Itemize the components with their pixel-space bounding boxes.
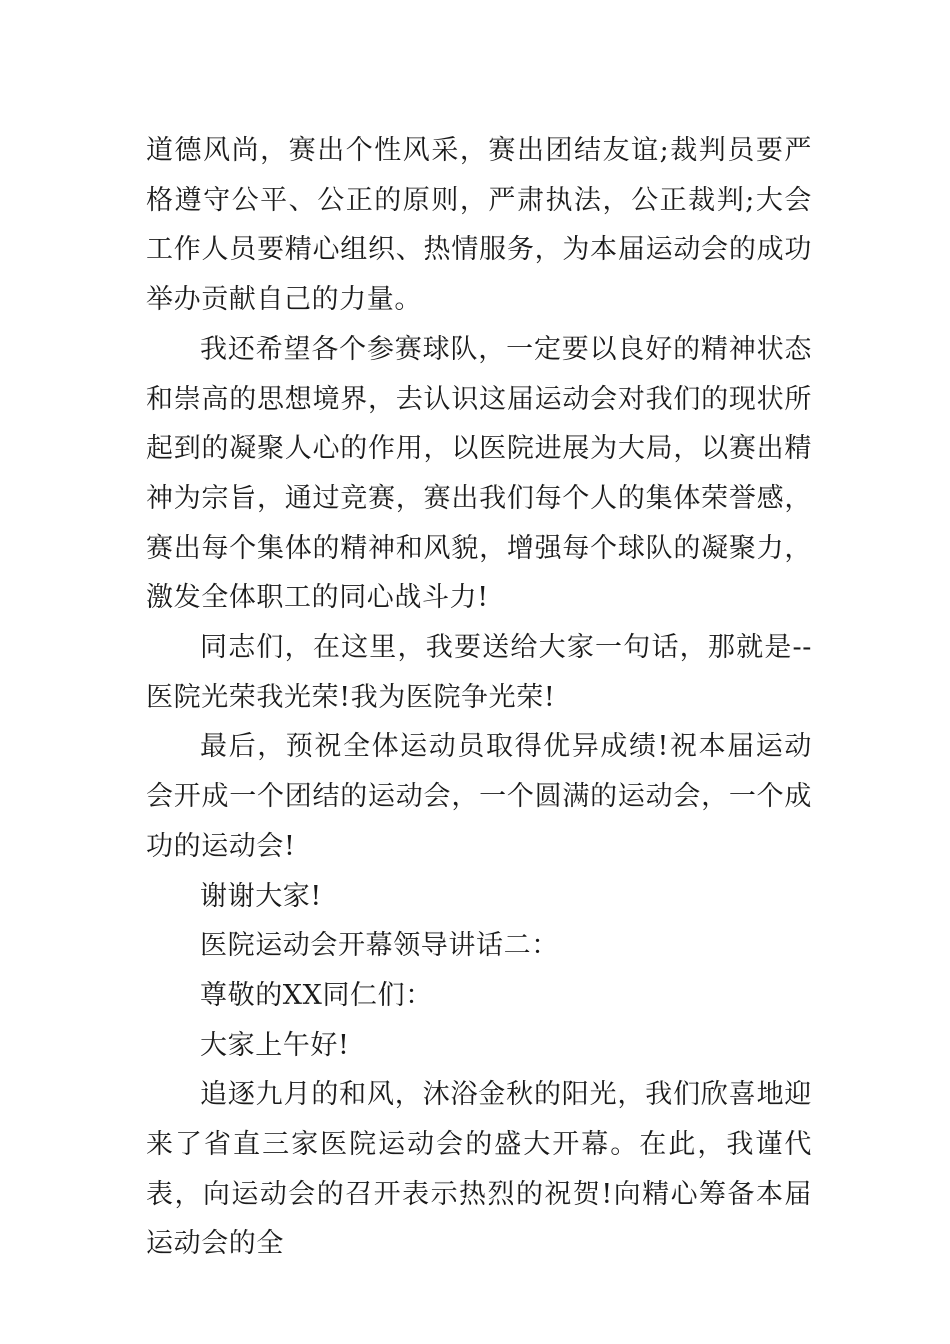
greeting: 大家上午好!: [200, 1029, 350, 1061]
salutation: 尊敬的XX同仁们：: [200, 979, 433, 1011]
paragraph-opening: 追逐九月的和风，沐浴金秋的阳光，我们欣喜地迎来了省直三家医院运动会的盛大开幕。在此，我谨代表，向运动会的召开表示热烈的祝贺!向精心筹备本届运动会的全: [146, 1079, 812, 1260]
document-body: [146, 126, 812, 1269]
paragraph-thanks: 谢谢大家!: [200, 880, 322, 912]
section-heading-speech-two: 医院运动会开幕领导讲话二：: [200, 930, 559, 962]
paragraph-best-wishes: 最后，预祝全体运动员取得优异成绩!祝本届运动会开成一个团结的运动会，一个圆满的运动会，一个成功的运动会!: [146, 731, 812, 862]
paragraph-team-spirit: 我还希望各个参赛球队，一定要以良好的精神状态和崇高的思想境界，去认识这届运动会对我们的现状所起到的凝聚人心的作用，以医院进展为大局，以赛出精神为宗旨，通过竞赛，赛出我们每个人的集体荣誉感，赛出每个集体的精神和风貌，增强每个球队的凝聚力，激发全体职工的同心战斗力!: [146, 333, 812, 614]
paragraph-sportsmanship: 道德风尚，赛出个性风采，赛出团结友谊;裁判员要严格遵守公平、公正的原则，严肃执法，公正裁判;大会工作人员要精心组织、热情服务，为本届运动会的成功举办贡献自己的力量。: [146, 135, 812, 316]
paragraph-hospital-glory: 同志们，在这里，我要送给大家一句话，那就是--医院光荣我光荣!我为医院争光荣!: [146, 632, 812, 713]
